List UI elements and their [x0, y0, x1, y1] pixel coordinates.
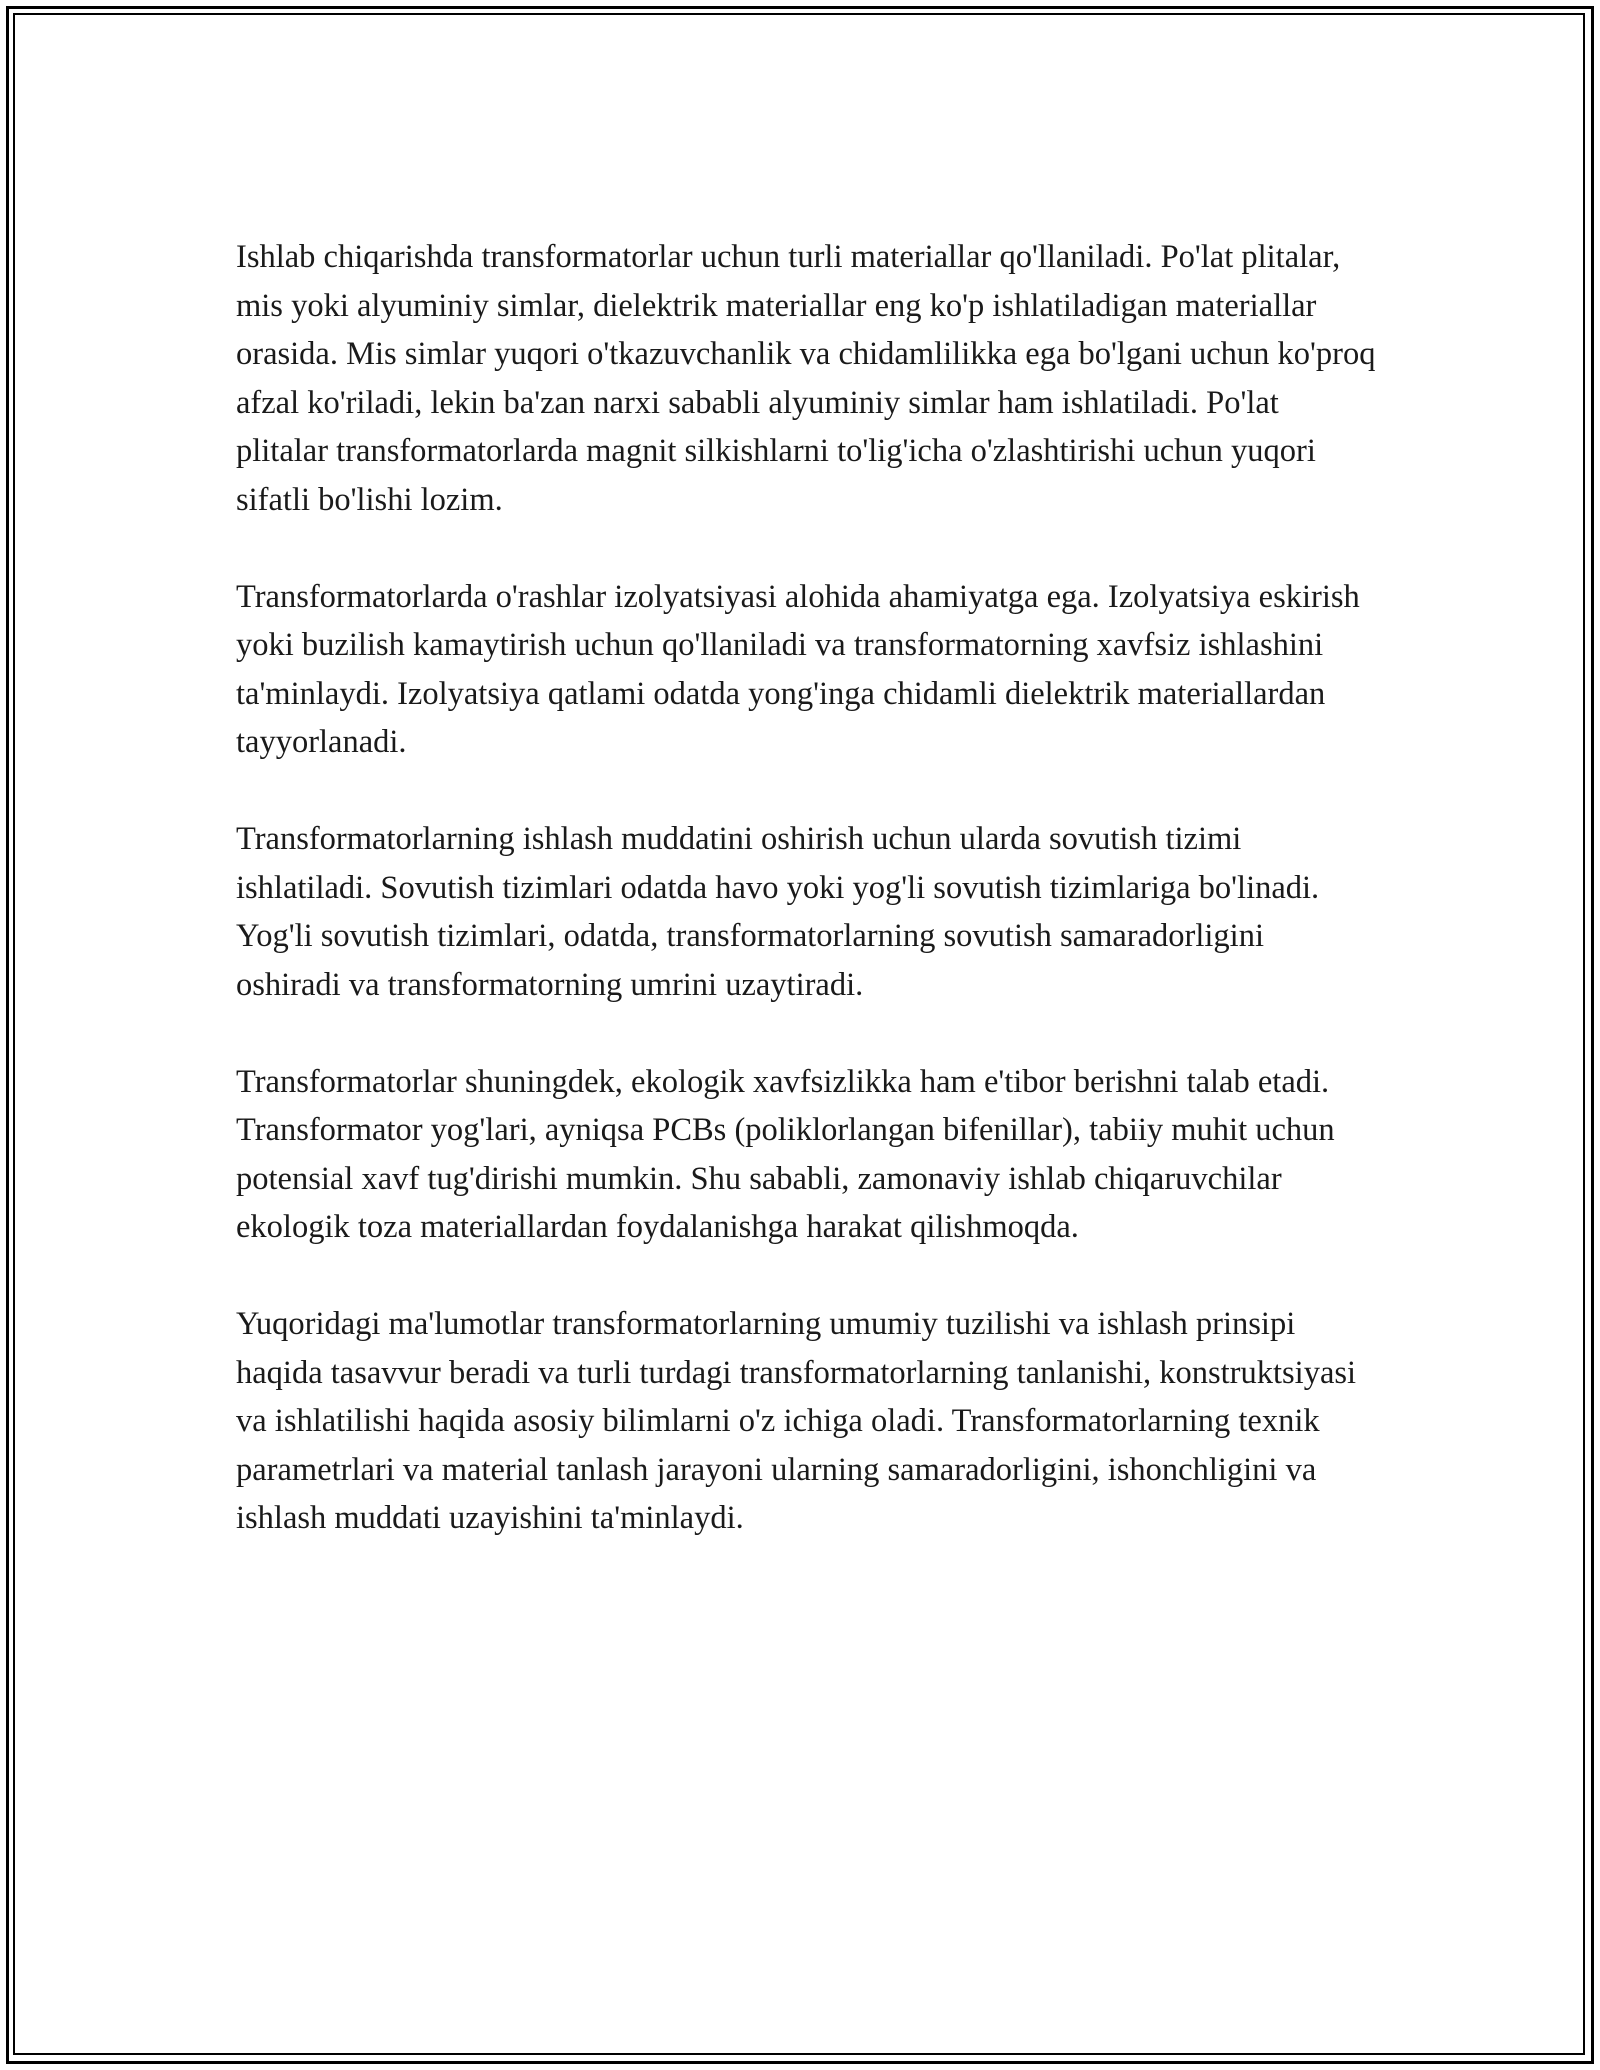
paragraph-ecology: Transformatorlar shuningdek, ekologik xavfsizlikka ham e'tibor berishni talab etadi. Transformator yog'lari, ayniqsa PCBs (poliklorlangan bifenillar), tabiiy muhit uchun potensial xavf tug'dirishi mumkin. Shu sababli, zamonaviy ishlab chiqaruvchilar ekologik toza materiallardan foydalanishga harakat qilishmoqda.: [236, 1063, 1335, 1245]
paragraph-summary: Yuqoridagi ma'lumotlar transformatorlarning umumiy tuzilishi va ishlash prinsipi haqida tasavvur beradi va turli turdagi transformatorlarning tanlanishi, konstruktsiyasi va ishlatilishi haqida asosiy bilimlarni o'z ichiga oladi. Transformatorlarning texnik parametrlari va material tanlash jarayoni ularning samaradorligini, ishonchligini va ishlash muddati uzayishini ta'minlaydi.: [236, 1306, 1357, 1536]
paragraph-insulation: Transformatorlarda o'rashlar izolyatsiyasi alohida ahamiyatga ega. Izolyatsiya eskirish yoki buzilish kamaytirish uchun qo'llaniladi va transformatorning xavfsiz ishlashini ta'minlaydi. Izolyatsiya qatlami odatda yong'inga chidamli dielektrik materiallardan tayyorlanadi.: [236, 578, 1360, 760]
paragraph-materials: Ishlab chiqarishda transformatorlar uchun turli materiallar qo'llaniladi. Po'lat plitalar, mis yoki alyuminiy simlar, dielektrik materiallar eng ko'p ishlatiladigan materiallar orasida. Mis simlar yuqori o'tkazuvchanlik va chidamlilikka ega bo'lgani uchun ko'proq afzal ko'riladi, lekin ba'zan narxi sababli alyuminiy simlar ham ishlatiladi. Po'lat plitalar transformatorlarda magnit silkishlarni to'lig'icha o'zlashtirishi uchun yuqori sifatli bo'lishi lozim.: [236, 239, 1376, 518]
paragraph-cooling: Transformatorlarning ishlash muddatini oshirish uchun ularda sovutish tizimi ishlatiladi. Sovutish tizimlari odatda havo yoki yog'li sovutish tizimlariga bo'linadi. Yog'li sovutish tizimlari, odatda, transformatorlarning sovutish samaradorligini oshiradi va transformatorning umrini uzaytiradi.: [236, 821, 1320, 1003]
document-body: [236, 233, 1376, 1591]
